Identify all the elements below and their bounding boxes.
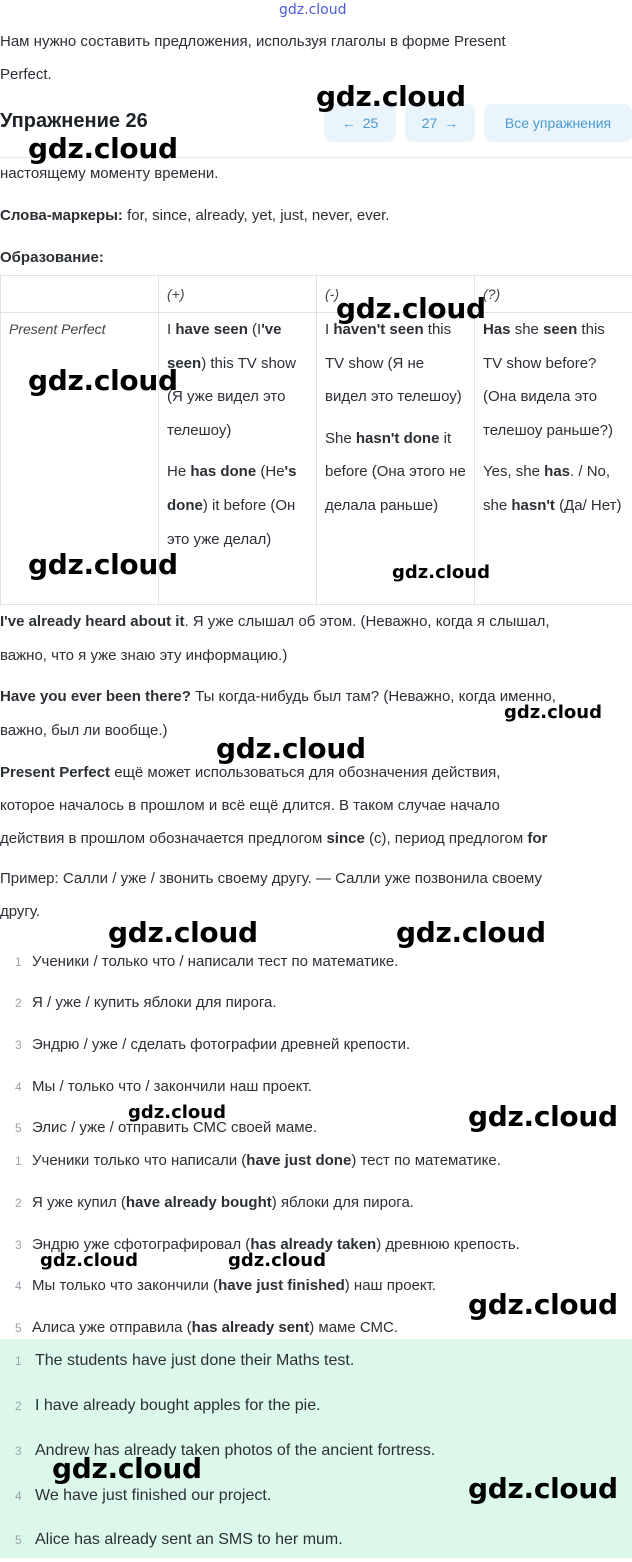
exercise-title: Упражнение 26 xyxy=(0,110,148,133)
arrow-right-icon: → xyxy=(444,115,458,131)
answer-item: 2 I have already bought apples for the pie. xyxy=(0,1384,632,1428)
pp-line-2: которое началось в прошлом и всё ещё длится. В таком случае начало xyxy=(0,789,630,822)
table-example: She hasn't done it before (Она этого не делала раньше) xyxy=(325,422,466,523)
pp-line-3: действия в прошлом обозначается предлогом since (с), период предлогом for xyxy=(0,822,630,855)
watermark: gdz.cloud xyxy=(28,132,178,165)
watermark: gdz.cloud xyxy=(396,916,546,949)
watermark: gdz.cloud xyxy=(28,548,178,581)
table-row-label: Present Perfect xyxy=(1,313,159,605)
table-example: I have seen (I've seen) this TV show (Я уже видел это телешоу) xyxy=(167,313,308,447)
table-example: He has done (He's done) it before (Он это уже делал) xyxy=(167,455,308,556)
table-header-cell: (?) xyxy=(475,276,632,313)
watermark: gdz.cloud xyxy=(468,1472,618,1505)
formation-line xyxy=(0,241,630,274)
theory-partial-line: настоящему моменту времени. xyxy=(0,157,630,190)
table-example: Has she seen this TV show before? (Она видела это телешоу раньше?) xyxy=(483,313,624,447)
list-item: 3 Эндрю / уже / сделать фотографии древней крепости. xyxy=(0,1024,632,1065)
answer-item: 3 Andrew has already taken photos of the ancient fortress. xyxy=(0,1429,632,1473)
table-header-cell xyxy=(1,276,159,313)
example-1-line-2: важно, что я уже знаю эту информацию.) xyxy=(0,639,630,672)
answer-box xyxy=(0,1339,632,1558)
list-item: 5 Алиса уже отправила (has already sent) маме СМС. xyxy=(0,1307,632,1348)
watermark: gdz.cloud xyxy=(504,702,602,723)
markers-line xyxy=(0,199,630,232)
answer-item: 4 We have just finished our project. xyxy=(0,1474,632,1518)
table-cell-minus xyxy=(317,313,475,605)
list-item: 5 Элис / уже / отправить СМС своей маме. xyxy=(0,1107,632,1148)
intro-line-2: Perfect. xyxy=(0,58,630,91)
watermark: gdz.cloud xyxy=(52,1452,202,1485)
watermark: gdz.cloud xyxy=(336,292,486,325)
list-item: 2 Я уже купил (have already bought) яблоки для пирога. xyxy=(0,1182,632,1223)
intro-line-1: Нам нужно составить предложения, используя глаголы в форме Present xyxy=(0,25,630,58)
example-2-line-1: Have you ever been there? Ты когда-нибудь был там? (Неважно, когда именно, xyxy=(0,680,630,713)
example-2-line-2: важно, был ли вообще.) xyxy=(0,714,630,747)
table-header-cell: (+) xyxy=(159,276,317,313)
sample-line-2: другу. xyxy=(0,895,630,928)
watermark: gdz.cloud xyxy=(228,1250,326,1271)
prev-exercise-label: 25 xyxy=(363,115,379,131)
markers-label: Слова-маркеры: xyxy=(0,207,123,224)
list-item: 1 Ученики только что написали (have just done) тест по математике. xyxy=(0,1140,632,1181)
arrow-left-icon: ← xyxy=(342,115,356,131)
all-exercises-button[interactable] xyxy=(484,104,632,142)
list-item: 4 Мы / только что / закончили наш проект. xyxy=(0,1066,632,1107)
markers-text: for, since, already, yet, just, never, ever. xyxy=(127,207,389,224)
watermark-top: gdz.cloud xyxy=(279,2,346,18)
all-exercises-label: Все упражнения xyxy=(505,115,611,131)
watermark: gdz.cloud xyxy=(392,562,490,583)
table-header-row xyxy=(1,276,632,313)
watermark: gdz.cloud xyxy=(316,80,466,113)
watermark: gdz.cloud xyxy=(128,1102,226,1123)
watermark: gdz.cloud xyxy=(468,1288,618,1321)
pp-line-1: Present Perfect ещё может использоваться для обозначения действия, xyxy=(0,756,630,789)
formation-label: Образование: xyxy=(0,249,104,266)
table-cell-plus xyxy=(159,313,317,605)
watermark: gdz.cloud xyxy=(28,364,178,397)
list-item: 1 Ученики / только что / написали тест по математике. xyxy=(0,941,632,982)
example-1-line-1: I've already heard about it. Я уже слышал об этом. (Неважно, когда я слышал, xyxy=(0,605,630,638)
table-cell-question xyxy=(475,313,632,605)
next-exercise-label: 27 xyxy=(422,115,438,131)
watermark: gdz.cloud xyxy=(216,732,366,765)
table-example: Yes, she has. / No, she hasn't (Да/ Нет) xyxy=(483,455,624,522)
answer-item: 1 The students have just done their Maths test. xyxy=(0,1339,632,1383)
watermark: gdz.cloud xyxy=(468,1100,618,1133)
list-item: 2 Я / уже / купить яблоки для пирога. xyxy=(0,982,632,1023)
sample-line-1: Пример: Салли / уже / звонить своему другу. — Салли уже позвонила своему xyxy=(0,862,630,895)
list-item: 4 Мы только что закончили (have just finished) наш проект. xyxy=(0,1265,632,1306)
answer-item: 5 Alice has already sent an SMS to her mum. xyxy=(0,1518,632,1562)
list-item: 3 Эндрю уже сфотографировал (has already taken) древнюю крепость. xyxy=(0,1224,632,1265)
table-example: I haven't seen this TV show (Я не видел это телешоу) xyxy=(325,313,466,414)
watermark: gdz.cloud xyxy=(108,916,258,949)
table-header-cell: (-) xyxy=(317,276,475,313)
watermark: gdz.cloud xyxy=(40,1250,138,1271)
